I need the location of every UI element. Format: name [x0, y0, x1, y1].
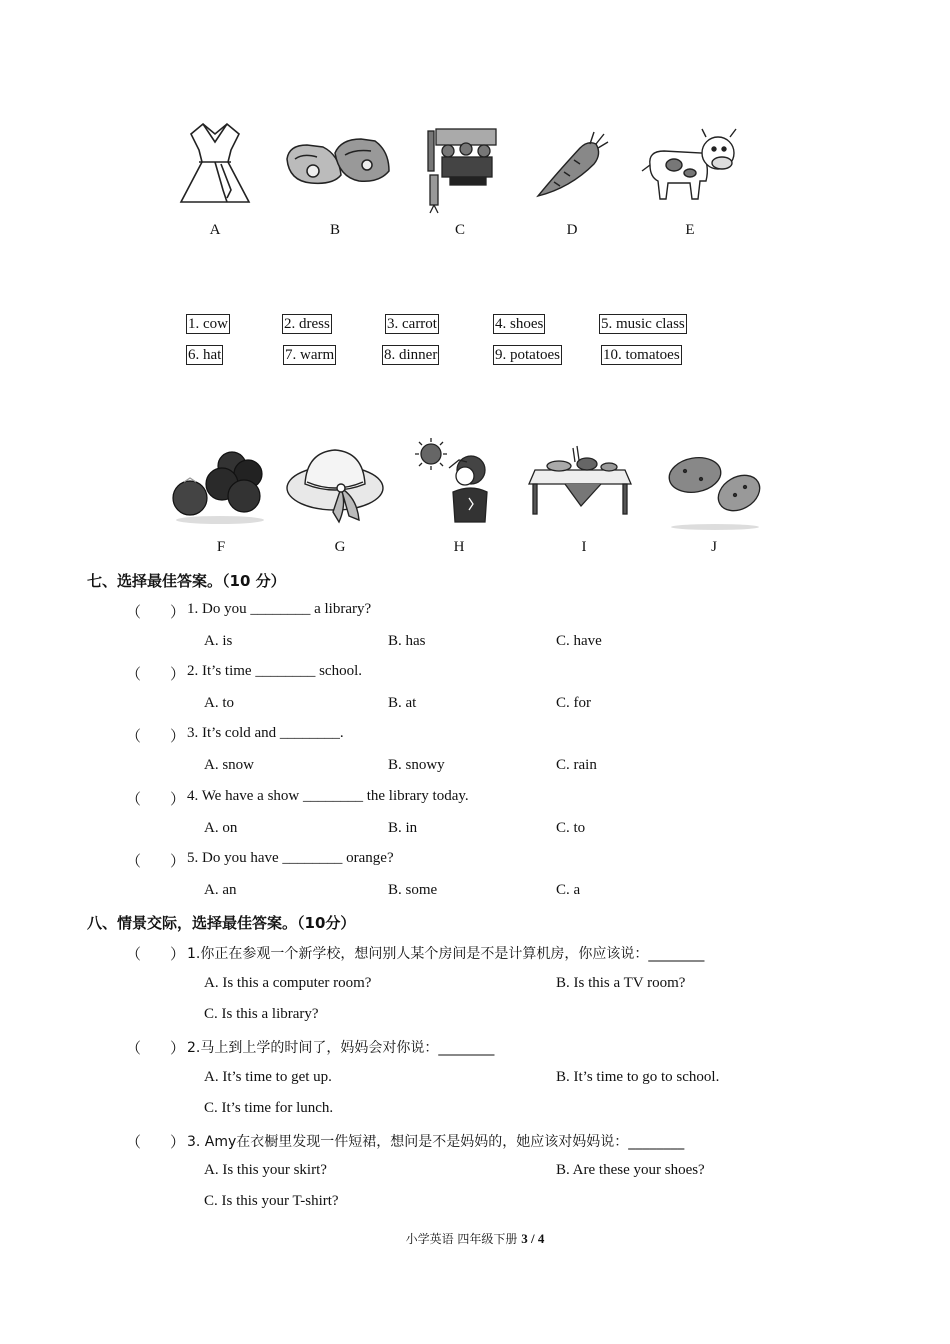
answer-blank-close: ）	[170, 667, 186, 683]
option-a: A. snow	[204, 757, 255, 773]
option-c: C. for	[556, 695, 591, 711]
music-class-icon	[424, 125, 499, 215]
picture-letter: E	[685, 222, 695, 238]
option-b: B. Is this a TV room?	[556, 975, 686, 991]
answer-blank-close: ）	[170, 947, 186, 963]
picture-letter: C	[454, 222, 465, 238]
option-b: B. Are these your shoes?	[556, 1162, 705, 1178]
option-b: B. at	[388, 695, 417, 711]
cow-icon	[640, 125, 740, 215]
word-bank-item: 7. warm	[285, 347, 335, 363]
option-c: C. Is this a library?	[204, 1006, 319, 1022]
answer-blank-close: ）	[170, 1135, 186, 1151]
question-text: 2. It’s time ________ school.	[187, 663, 362, 679]
option-b: B. It’s time to go to school.	[556, 1069, 720, 1085]
option-b: B. has	[388, 633, 426, 649]
question-text: 5. Do you have ________ orange?	[187, 850, 394, 866]
hat-icon	[285, 438, 385, 528]
question-text: 4. We have a show ________ the library today.	[187, 788, 469, 804]
picture-letter: A	[209, 222, 221, 238]
s8-question-2	[126, 1037, 846, 1059]
word-bank-item: 8. dinner	[384, 347, 438, 363]
page-footer	[0, 1230, 950, 1247]
question-text: 1. Do you ________ a library?	[187, 601, 372, 617]
picture-letter: G	[334, 539, 346, 555]
option-a: A. is	[204, 633, 233, 649]
option-c: C. a	[556, 882, 581, 898]
picture-letter: F	[216, 539, 226, 555]
option-b: B. some	[388, 882, 438, 898]
option-b: B. snowy	[388, 757, 445, 773]
option-c: C. to	[556, 820, 586, 836]
option-a: A. It’s time to get up.	[204, 1069, 332, 1085]
s8-question-3	[126, 1131, 846, 1153]
word-bank-item: 3. carrot	[387, 316, 437, 332]
section7-title: 七、选择最佳答案。（10 分）	[87, 572, 286, 590]
page-number: 3 / 4	[521, 1231, 545, 1246]
word-bank-item: 5. music class	[601, 316, 685, 332]
picture-letter: H	[453, 539, 465, 555]
shoes-icon	[283, 125, 393, 215]
word-bank-item: 1. cow	[188, 316, 228, 332]
word-bank-item: 6. hat	[188, 347, 222, 363]
picture-letter: I	[581, 539, 587, 555]
option-a: A. an	[204, 882, 237, 898]
s7-question-4	[126, 788, 846, 810]
answer-blank-close: ）	[170, 854, 186, 870]
option-c: C. have	[556, 633, 602, 649]
footer-text: 小学英语 四年级下册	[405, 1232, 522, 1246]
answer-blank-close: ）	[170, 1041, 186, 1057]
answer-blank-open[interactable]: （	[126, 729, 142, 745]
carrot-icon	[530, 130, 610, 220]
s8-question-1	[126, 943, 846, 965]
s7-question-5	[126, 850, 846, 872]
option-b: B. in	[388, 820, 418, 836]
option-a: A. Is this a computer room?	[204, 975, 372, 991]
question-text: 1.你正在参观一个新学校，想问别人某个房间是不是计算机房，你应该说：________	[187, 946, 705, 962]
answer-blank-open[interactable]: （	[126, 667, 142, 683]
answer-blank-open[interactable]: （	[126, 1135, 142, 1151]
option-a: A. Is this your skirt?	[204, 1162, 327, 1178]
section8-title: 八、情景交际，选择最佳答案。（10分）	[87, 914, 356, 932]
s7-question-2	[126, 663, 846, 685]
answer-blank-close: ）	[170, 729, 186, 745]
dinner-table-icon	[525, 440, 635, 530]
option-c: C. It’s time for lunch.	[204, 1100, 334, 1116]
option-a: A. to	[204, 695, 234, 711]
answer-blank-open[interactable]: （	[126, 947, 142, 963]
tomatoes-icon	[170, 440, 270, 530]
picture-letter: J	[711, 539, 717, 555]
s7-question-3	[126, 725, 846, 747]
question-text: 3. Amy在衣橱里发现一件短裙，想问是不是妈妈的，她应该对妈妈说：________	[187, 1134, 685, 1150]
word-bank-item: 4. shoes	[495, 316, 544, 332]
answer-blank-open[interactable]: （	[126, 1041, 142, 1057]
answer-blank-open[interactable]: （	[126, 605, 142, 621]
word-bank-item: 10. tomatoes	[603, 347, 680, 363]
option-c: C. Is this your T-shirt?	[204, 1193, 339, 1209]
picture-letter: B	[329, 222, 340, 238]
potatoes-icon	[665, 445, 765, 535]
question-text: 2.马上到上学的时间了，妈妈会对你说：________	[187, 1040, 495, 1056]
answer-blank-close: ）	[170, 605, 186, 621]
question-text: 3. It’s cold and ________.	[187, 725, 344, 741]
word-bank-item: 9. potatoes	[495, 347, 560, 363]
word-bank-item: 2. dress	[284, 316, 330, 332]
option-c: C. rain	[556, 757, 597, 773]
answer-blank-open[interactable]: （	[126, 792, 142, 808]
answer-blank-open[interactable]: （	[126, 854, 142, 870]
warm-sun-icon	[413, 438, 498, 528]
dress-icon	[165, 120, 265, 210]
option-a: A. on	[204, 820, 238, 836]
s7-question-1	[126, 601, 846, 623]
answer-blank-close: ）	[170, 792, 186, 808]
picture-letter: D	[566, 222, 578, 238]
